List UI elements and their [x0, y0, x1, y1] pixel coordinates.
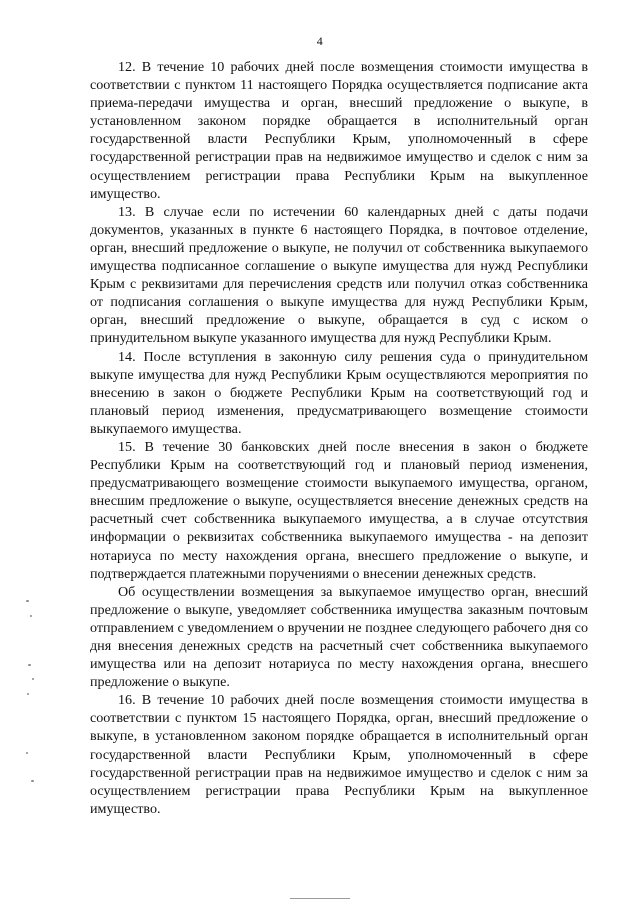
document-body	[90, 58, 588, 818]
scan-speck	[27, 693, 29, 695]
scan-speck	[30, 615, 32, 617]
scan-speck	[26, 752, 28, 754]
scan-speck	[26, 600, 29, 602]
bottom-scan-line	[290, 898, 350, 899]
paragraph-15: 15. В течение 30 банковских дней после внесения в закон о бюджете Республики Крым на соответствующий год и плановый период изменения, предусматривающего возмещение стоимости выкупаемого имущества, органом, внесшим предложение о выкупе, осуществляется внесение денежных средств на расчетный счет собственника выкупаемого имущества, а в случае отсутствия информации о реквизитах собственника выкупаемого имущества - на депозит нотариуса по месту нахождения органа, внесшего предложение о выкупе, и подтверждается платежными поручениями о внесении денежных средств.	[90, 438, 588, 582]
paragraph-16: 16. В течение 10 рабочих дней после возмещения стоимости имущества в соответствии с пунктом 15 настоящего Порядка, орган, внесший предложение о выкупе, в установленном законом порядке обращается в исполнительный орган государственной власти Республики Крым, уполномоченный в сфере государственной регистрации прав на недвижимое имущество и сделок с ним за осуществлением регистрации права Республики Крым на выкупленное имущество.	[90, 692, 588, 817]
scan-speck	[31, 780, 34, 782]
paragraph-14: 14. После вступления в законную силу решения суда о принудительном выкупе имущества для нужд Республики Крым осуществляются мероприятия по внесению в закон о бюджете Республики Крым на соответствующий год и плановый период изменения, предусматривающего возмещение стоимости выкупаемого имущества.	[90, 348, 588, 437]
paragraph-notification: Об осуществлении возмещения за выкупаемое имущество орган, внесший предложение о выкупе, уведомляет собственника имущества заказным почтовым отправлением с уведомлением о вручении не позднее следующего рабочего дня со дня внесения денежных средств на расчетный счет собственника выкупаемого имущества или на депозит нотариуса по месту нахождения органа, внесшего предложение о выкупе.	[90, 583, 588, 691]
scan-speck	[28, 664, 31, 666]
paragraph-13: 13. В случае если по истечении 60 календарных дней с даты подачи документов, указанных в пункте 6 настоящего Порядка, в почтовое отделение, орган, внесший предложение о выкупе, не получил от собственника выкупаемого имущества подписанное соглашение о выкупе имущества для нужд Республики Крым с реквизитами для перечисления средств или получил отказ собственника от подписания соглашения о выкупе имущества для нужд Республики Крым, орган, внесший предложение о выкупе, обращается в суд с иском о принудительном выкупе указанного имущества для нужд Республики Крым.	[90, 203, 588, 347]
paragraph-12: 12. В течение 10 рабочих дней после возмещения стоимости имущества в соответствии с пунктом 11 настоящего Порядка осуществляется подписание акта приема-передачи имущества и орган, внесший предложение о выкупе, в установленном законом порядке обращается в исполнительный орган государственной власти Республики Крым, уполномоченный в сфере государственной регистрации прав на недвижимое имущество и сделок с ним за осуществлением регистрации права Республики Крым на выкупленное имущество.	[90, 59, 588, 202]
page-number: 4	[316, 34, 324, 48]
scan-speck	[32, 678, 34, 680]
